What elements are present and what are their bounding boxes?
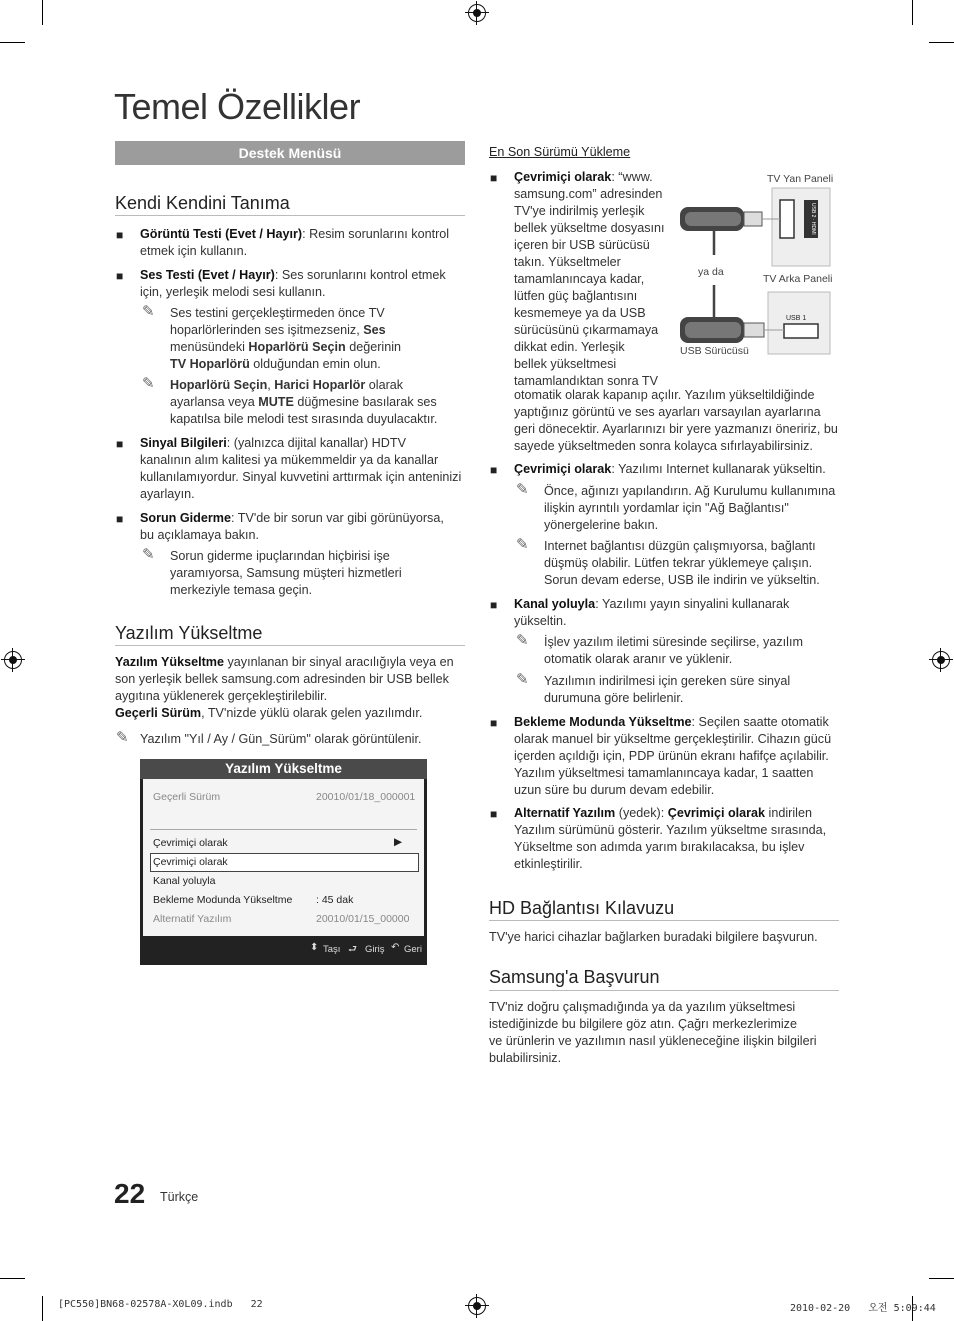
registration-mark-icon — [468, 1297, 486, 1315]
language-label: Türkçe — [160, 1190, 199, 1204]
list-item: Görüntü Testi (Evet / Hayır): Resim sorunlarını kontrol etmek için kullanın. — [140, 227, 450, 258]
note-text: Sorun giderme ipuçlarından hiçbirisi işe yaramıyorsa, Samsung müşteri hizmetleri merkeziyle temasa geçin. — [170, 549, 402, 597]
heading-contact-samsung: Samsung'a Başvurun — [489, 967, 660, 987]
note-icon: ✎ — [116, 729, 129, 746]
list-item: Kanal yoluyla: Yazılımı yayın sinyalini kullanarak yükseltin. — [514, 597, 790, 628]
usb-diagram-art — [676, 170, 836, 360]
updown-icon: ⬍ — [310, 942, 319, 953]
usb-connection-diagram — [676, 170, 836, 360]
heading-rule — [115, 215, 465, 216]
note-icon: ✎ — [516, 671, 529, 688]
note-icon: ✎ — [142, 546, 155, 563]
registration-mark-icon — [4, 651, 22, 669]
crop-mark — [0, 42, 25, 43]
bullet-icon: ■ — [116, 512, 124, 526]
note-icon: ✎ — [142, 375, 155, 392]
bullet-icon: ■ — [490, 171, 498, 185]
note-text: Ses testini gerçekleştirmeden önce TV hoparlörlerinden ses işitmezseniz, Ses menüsündeki Hoparlörü Seçin değerinin TV Hoparlörü olduğundan emin olun. — [170, 306, 402, 371]
tv-side-panel-label: TV Yan Paneli — [767, 173, 834, 185]
enter-icon: ⮐ — [348, 944, 357, 955]
list-item: Alternatif Yazılım (yedek): Çevrimiçi olarak indirilen Yazılım sürümünü gösterir. Yazılım yükseltme sırasında, Yükseltme son adımda yarım bırakılacaksa, bu işlev etkinleştirilir. — [514, 806, 827, 871]
contact-text: TV'niz doğru çalışmadığında ya da yazılım yükseltmesi istediğinizde bu bilgilere göz atın. Çağrı merkezlerimize ve ürünlerin ve yazılımın nasıl yükleneceğine ilişkin bilgileri bulabilirsiniz. — [489, 1000, 817, 1065]
menu-body — [143, 779, 424, 936]
footer-file: [PC550]BN68-02578A-X0L09.indb 22 — [58, 1299, 263, 1310]
back-label: Geri — [404, 944, 422, 955]
menu-item-standby-upgrade[interactable]: Bekleme Modunda Yükseltme — [153, 894, 293, 906]
menu-divider — [150, 829, 417, 830]
note-text: Hoparlörü Seçin, Harici Hoparlör olarak ayarlansa veya MUTE düğmesine basılarak ses kapatılsa bile melodi test sırasında duyulacaktır. — [170, 378, 438, 426]
crop-mark — [912, 0, 913, 25]
latest-version-heading: En Son Sürümü Yükleme — [489, 145, 631, 159]
svg-text:USB 2 · HDMI: USB 2 · HDMI — [810, 203, 816, 235]
note-text: İşlev yazılım iletimi süresinde seçilirse, yazılım otomatik olarak aranır ve yüklenir. — [544, 635, 803, 666]
play-arrow-icon: ▶ — [394, 836, 403, 848]
heading-hd-guide: HD Bağlantısı Kılavuzu — [489, 898, 675, 918]
heading-rule — [115, 645, 465, 646]
heading-rule — [489, 990, 839, 991]
footer-date: 2010-02-20 오전 5:09:44 — [790, 1303, 936, 1314]
heading-rule — [489, 920, 839, 921]
list-item: Ses Testi (Evet / Hayır): Ses sorunlarını kontrol etmek için, yerleşik melodi sesi kullanın. — [140, 268, 446, 299]
hd-guide-text: TV'ye harici cihazlar bağlarken buradaki bilgilere başvurun. — [489, 930, 818, 944]
current-version-value: 20010/01/18_000001 — [316, 791, 416, 803]
standby-upgrade-value: : 45 dak — [316, 894, 354, 906]
crop-mark — [42, 0, 43, 25]
note-text: Yazılımın indirilmesi için gereken süre sinyal durumuna göre belirlenir. — [544, 674, 791, 705]
crop-mark — [929, 42, 954, 43]
bullet-icon: ■ — [490, 598, 498, 612]
crop-mark — [929, 1278, 954, 1279]
registration-mark-icon — [468, 4, 486, 22]
section-bar: Destek Menüsü — [115, 141, 465, 165]
menu-title: Yazılım Yükseltme — [140, 759, 427, 779]
latest-wide-text: otomatik olarak kapanıp açılır. Yazılım yükseltildiğinde yaptığınız görüntü ve ses ayarları varsayılan ayarlarına geri dönecektir. Ayarlarınızı bir yere yazmanızı öneririz, bu sayede yükseltmeden sonra kolayca sıfırlayabilirsiniz. — [514, 388, 838, 453]
heading-self-diagnosis: Kendi Kendini Tanıma — [115, 193, 290, 213]
list-item: Bekleme Modunda Yükseltme: Seçilen saatte otomatik olarak manuel bir yükseltme gerçekleştirilir. Cihazın gücü içerden açıldığı için, PDP ürünün ekranı hafifçe açılabilir. Yazılım yükseltmesi tamamlanıncaya kadar, 1 saatten uzun süre bu durum devam edebilir. — [514, 715, 832, 797]
bullet-icon: ■ — [116, 269, 124, 283]
usb1-label: USB 1 — [786, 315, 807, 322]
crop-mark — [42, 1296, 43, 1321]
crop-mark — [0, 1278, 25, 1279]
usb-drive-label: USB Sürücüsü — [680, 345, 749, 357]
tv-rear-panel-label: TV Arka Paneli — [763, 273, 833, 285]
heading-software-upgrade: Yazılım Yükseltme — [115, 623, 263, 643]
alt-software-value: 20010/01/15_00000 — [316, 913, 410, 925]
move-label: Taşı — [323, 944, 341, 955]
or-label: ya da — [698, 266, 724, 278]
menu-item-alt-software[interactable]: Alternatif Yazılım — [153, 913, 232, 925]
upgrade-paragraph: Yazılım Yükseltme yayınlanan bir sinyal aracılığıyla veya en son yerleşik bellek samsung.com adresinden bir USB bellek aygıtına yüklenerek gerçekleştirilebilir. Geçerli Sürüm, TV'nizde yüklü olarak gelen yazılımdır. — [115, 655, 454, 720]
current-version-label: Geçerli Sürüm — [153, 791, 221, 803]
menu-footer — [140, 936, 427, 965]
page-title: Temel Özellikler — [114, 86, 361, 127]
note-icon: ✎ — [516, 481, 529, 498]
list-item: Sinyal Bilgileri: (yalnızca dijital kanallar) HDTV kanalının alım kalitesi ya mükemmeldir ya da kanallar kullanılamıyordur. Sinyal kuvvetini arttırmak için anteninizi ayarlayın. — [140, 436, 462, 501]
osd-menu — [140, 759, 427, 965]
return-icon: ↶ — [391, 942, 400, 953]
page-number: 22 — [114, 1178, 146, 1209]
note-icon: ✎ — [142, 303, 155, 320]
note-icon: ✎ — [516, 632, 529, 649]
menu-item-online-2[interactable]: Çevrimiçi olarak — [153, 856, 228, 868]
list-item: Çevrimiçi olarak: Yazılımı Internet kullanarak yükseltin. — [514, 462, 826, 476]
note-icon: ✎ — [516, 536, 529, 553]
bullet-icon: ■ — [116, 228, 124, 242]
note-text: Internet bağlantısı düzgün çalışmıyorsa, bağlantı düşmüş olabilir. Lütfen tekrar yüklemeye çalışın. Sorun devam ederse, USB ile indirin ve yükseltin. — [544, 539, 820, 587]
note-text: Önce, ağınızı yapılandırın. Ağ Kurulumu kullanımına ilişkin ayrıntılı yordamlar için "Ağ Bağlantısı" yönergelerine bakın. — [544, 484, 836, 532]
enter-label: Giriş — [365, 944, 385, 955]
bullet-icon: ■ — [490, 463, 498, 477]
latest-narrow-text: Çevrimiçi olarak: “www. samsung.com” adresinden TV'ye indirilmiş yerleşik bellek yükseltme dosyasını içeren bir USB sürücüsü takın. Yükseltmeler tamamlanıncaya kadar, lütfen güç bağlantısını kesmemeye ya da USB sürücüsünü çıkarmamaya dikkat edin. Yerleşik bellek yükseltmesi tamamlandıktan sonra TV — [514, 170, 665, 388]
menu-item-online[interactable]: Çevrimiçi olarak — [153, 837, 228, 849]
bullet-icon: ■ — [490, 807, 498, 821]
bullet-icon: ■ — [490, 716, 498, 730]
note-text: Yazılım "Yıl / Ay / Gün_Sürüm" olarak görüntülenir. — [140, 732, 422, 746]
menu-item-by-channel[interactable]: Kanal yoluyla — [153, 875, 216, 887]
list-item: Sorun Giderme: TV'de bir sorun var gibi görünüyorsa, bu açıklamaya bakın. — [140, 511, 444, 542]
registration-mark-icon — [932, 651, 950, 669]
bullet-icon: ■ — [116, 437, 124, 451]
